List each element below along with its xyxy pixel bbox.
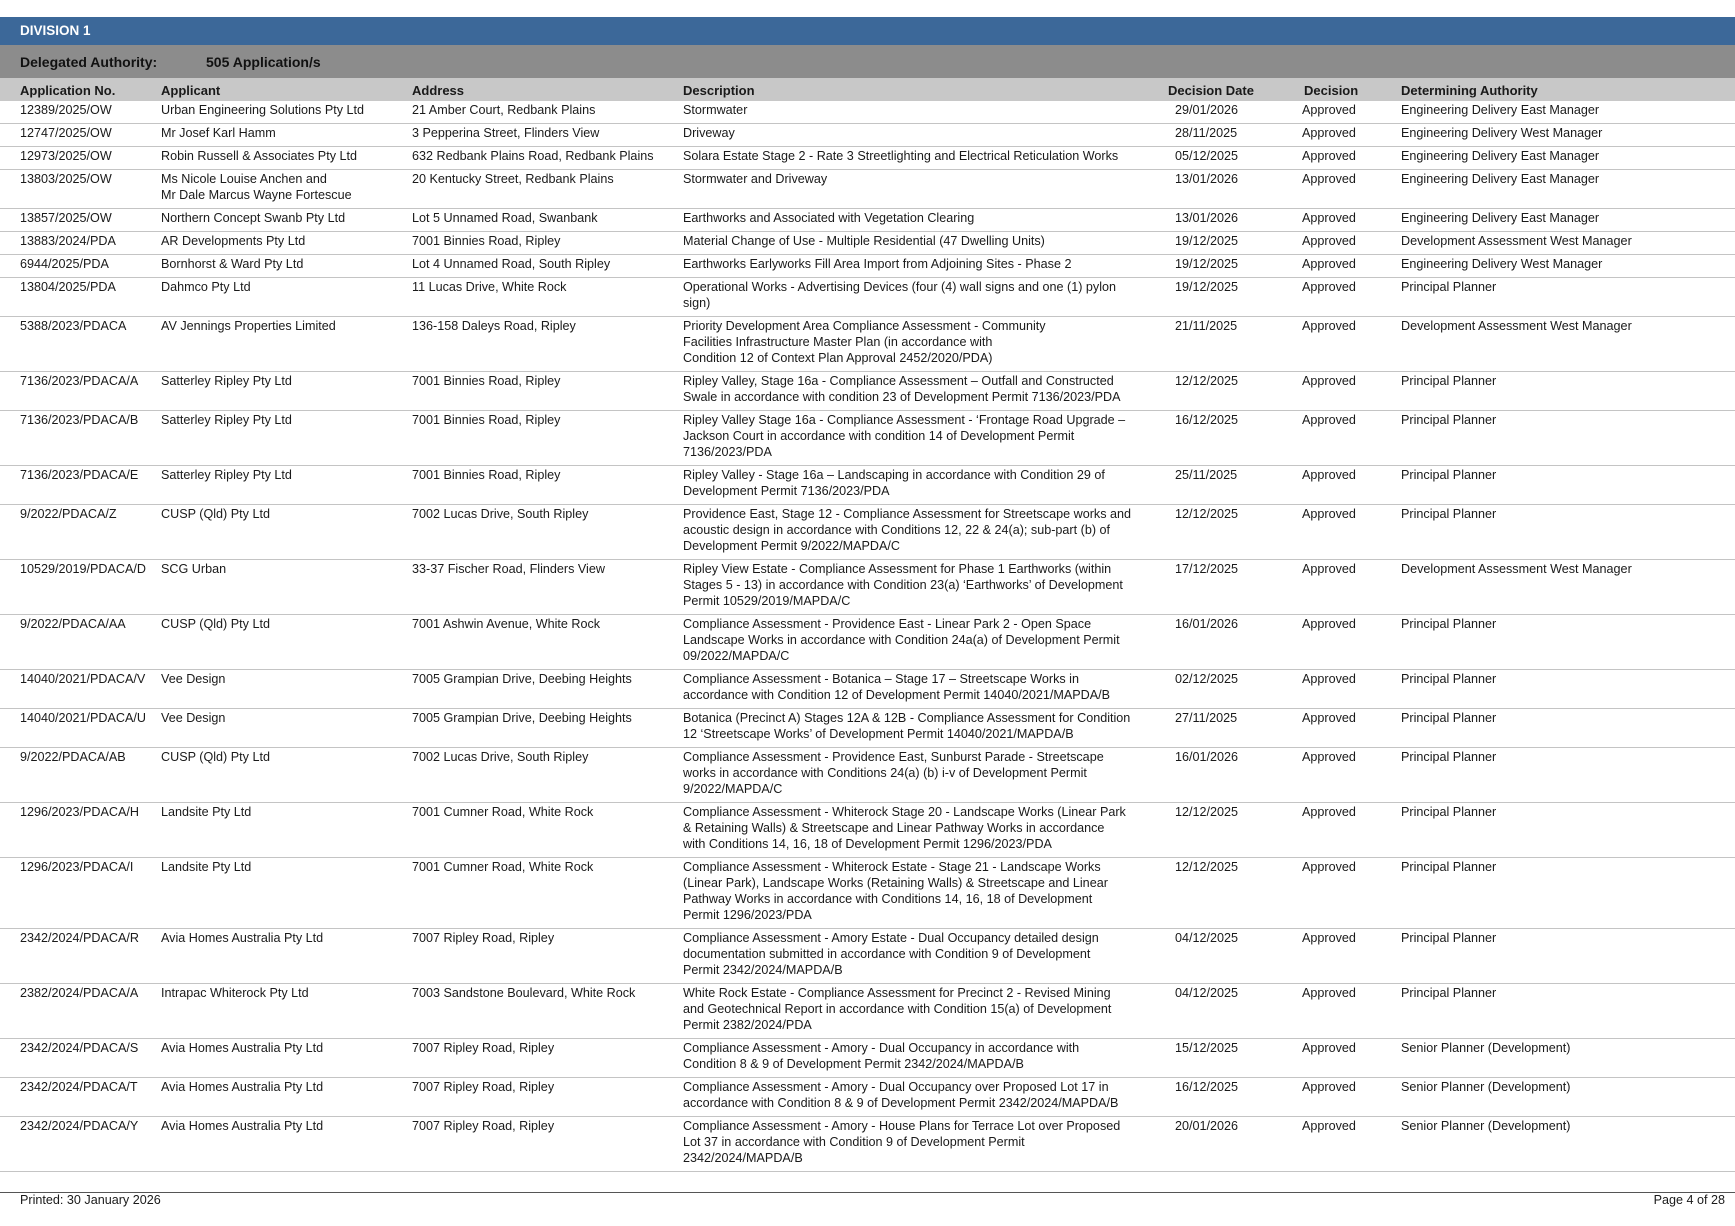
decision-date: 13/01/2026 xyxy=(1175,172,1239,186)
applicant-line: Intrapac Whiterock Pty Ltd xyxy=(161,986,309,1000)
decision-date: 02/12/2025 xyxy=(1175,672,1239,686)
description-line: Permit 2382/2024/PDA xyxy=(683,1018,812,1032)
determining-authority: Development Assessment West Manager xyxy=(1401,562,1632,576)
table-row xyxy=(0,124,1735,147)
address: Lot 4 Unnamed Road, South Ripley xyxy=(412,257,611,271)
decision-date: 19/12/2025 xyxy=(1175,234,1239,248)
determining-authority: Principal Planner xyxy=(1401,413,1497,427)
description-line: Compliance Assessment - Amory - Dual Occupancy in accordance with xyxy=(683,1041,1080,1055)
applicant-line: Mr Josef Karl Hamm xyxy=(161,126,276,140)
decision-date: 04/12/2025 xyxy=(1175,931,1239,945)
application-number: 9/2022/PDACA/AA xyxy=(20,617,126,631)
description-line: Condition 8 & 9 of Development Permit 2342/2024/MAPDA/B xyxy=(683,1057,1024,1071)
determining-authority: Principal Planner xyxy=(1401,750,1497,764)
application-number: 12747/2025/OW xyxy=(20,126,112,140)
description-line: White Rock Estate - Compliance Assessment for Precinct 2 - Revised Mining xyxy=(683,986,1111,1000)
description xyxy=(683,506,1153,554)
description-line: Stages 5 - 13) in accordance with Condition 23(a) ‘Earthworks’ of Development xyxy=(683,578,1123,592)
description-line: Ripley Valley Stage 16a - Compliance Assessment - ‘Frontage Road Upgrade – xyxy=(683,413,1126,427)
applicant-line: Satterley Ripley Pty Ltd xyxy=(161,468,292,482)
table-row xyxy=(0,278,1735,317)
applicant xyxy=(161,506,270,522)
col-description: Description xyxy=(683,83,755,98)
decision-date: 27/11/2025 xyxy=(1175,711,1238,725)
authority-bar xyxy=(0,45,1735,78)
decision: Approved xyxy=(1302,103,1356,117)
description-line: Pathway Works in accordance with Conditions 14, 16, 18 of Development xyxy=(683,892,1093,906)
applicant xyxy=(161,467,292,483)
description xyxy=(683,1079,1153,1111)
column-header-row xyxy=(0,78,1735,101)
description xyxy=(683,148,1153,164)
description-line: Stormwater xyxy=(683,103,748,117)
table-row xyxy=(0,615,1735,670)
applicant-line: Urban Engineering Solutions Pty Ltd xyxy=(161,103,365,117)
table-row xyxy=(0,255,1735,278)
description-line: Material Change of Use - Multiple Residential (47 Dwelling Units) xyxy=(683,234,1045,248)
table-row xyxy=(0,232,1735,255)
description xyxy=(683,930,1153,978)
description-line: 7136/2023/PDA xyxy=(683,445,772,459)
applicant-line: Avia Homes Australia Pty Ltd xyxy=(161,1080,324,1094)
decision: Approved xyxy=(1302,1119,1356,1133)
decision: Approved xyxy=(1302,1041,1356,1055)
application-number: 2342/2024/PDACA/Y xyxy=(20,1119,139,1133)
determining-authority: Engineering Delivery West Manager xyxy=(1401,257,1603,271)
determining-authority: Development Assessment West Manager xyxy=(1401,319,1632,333)
address: 20 Kentucky Street, Redbank Plains xyxy=(412,172,614,186)
description-line: Development Permit 7136/2023/PDA xyxy=(683,484,890,498)
description-line: accordance with Condition 12 of Development Permit 14040/2021/MAPDA/B xyxy=(683,688,1111,702)
applicant xyxy=(161,616,270,632)
description xyxy=(683,318,1153,366)
description-line: (Linear Park), Landscape Works (Retaining Walls) & Streetscape and Linear xyxy=(683,876,1108,890)
description-line: acoustic design in accordance with Conditions 12, 22 & 24(a); sub-part (b) of xyxy=(683,523,1111,537)
description-line: Priority Development Area Compliance Assessment - Community xyxy=(683,319,1046,333)
description xyxy=(683,671,1153,703)
table-row xyxy=(0,748,1735,803)
description-line: Facilities Infrastructure Master Plan (in accordance with xyxy=(683,335,993,349)
col-applicant: Applicant xyxy=(161,83,221,98)
address: 7001 Binnies Road, Ripley xyxy=(412,234,561,248)
description xyxy=(683,412,1153,460)
applicant xyxy=(161,930,323,946)
application-number: 2342/2024/PDACA/T xyxy=(20,1080,138,1094)
decision: Approved xyxy=(1302,617,1356,631)
description-line: Swale in accordance with condition 23 of Development Permit 7136/2023/PDA xyxy=(683,390,1121,404)
decision-date: 15/12/2025 xyxy=(1175,1041,1239,1055)
description xyxy=(683,256,1153,272)
table-row xyxy=(0,984,1735,1039)
applicant xyxy=(161,102,364,118)
description-line: Compliance Assessment - Whiterock Stage 20 - Landscape Works (Linear Park xyxy=(683,805,1126,819)
division-title: DIVISION 1 xyxy=(20,23,91,38)
applicant xyxy=(161,233,305,249)
table-row xyxy=(0,147,1735,170)
applicant xyxy=(161,210,345,226)
description-line: 2342/2024/MAPDA/B xyxy=(683,1151,803,1165)
applicant xyxy=(161,148,357,164)
decision: Approved xyxy=(1302,374,1356,388)
description-line: 12 ‘Streetscape Works’ of Development Permit 14040/2021/MAPDA/B xyxy=(683,727,1074,741)
description-line: Development Permit 9/2022/MAPDA/C xyxy=(683,539,900,553)
address: 7001 Binnies Road, Ripley xyxy=(412,413,561,427)
determining-authority: Principal Planner xyxy=(1401,931,1497,945)
applicant-line: Vee Design xyxy=(161,711,226,725)
decision: Approved xyxy=(1302,931,1356,945)
determining-authority: Principal Planner xyxy=(1401,672,1497,686)
decision-date: 16/12/2025 xyxy=(1175,413,1239,427)
decision: Approved xyxy=(1302,257,1356,271)
decision-date: 17/12/2025 xyxy=(1175,562,1239,576)
address: 21 Amber Court, Redbank Plains xyxy=(412,103,596,117)
description-line: Landscape Works in accordance with Condition 24a(a) of Development Permit xyxy=(683,633,1120,647)
table-row xyxy=(0,1078,1735,1117)
description-line: Compliance Assessment - Amory - House Plans for Terrace Lot over Proposed xyxy=(683,1119,1121,1133)
application-number: 6944/2025/PDA xyxy=(20,257,109,271)
application-number: 13804/2025/PDA xyxy=(20,280,116,294)
applicant-line: Avia Homes Australia Pty Ltd xyxy=(161,931,324,945)
description xyxy=(683,710,1153,742)
applicant-line: CUSP (Qld) Pty Ltd xyxy=(161,750,270,764)
decision: Approved xyxy=(1302,986,1356,1000)
decision-date: 25/11/2025 xyxy=(1175,468,1238,482)
description xyxy=(683,125,1153,141)
decision-date: 12/12/2025 xyxy=(1175,805,1239,819)
decision: Approved xyxy=(1302,126,1356,140)
application-number: 1296/2023/PDACA/H xyxy=(20,805,140,819)
description xyxy=(683,467,1153,499)
decision: Approved xyxy=(1302,1080,1356,1094)
description xyxy=(683,561,1153,609)
applicant-line: Mr Dale Marcus Wayne Fortescue xyxy=(161,188,352,202)
applicant xyxy=(161,318,336,334)
table-row xyxy=(0,670,1735,709)
address: 33-37 Fischer Road, Flinders View xyxy=(412,562,605,576)
description-line: Providence East, Stage 12 - Compliance Assessment for Streetscape works and xyxy=(683,507,1132,521)
decision: Approved xyxy=(1302,860,1356,874)
determining-authority: Engineering Delivery East Manager xyxy=(1401,103,1600,117)
applicant xyxy=(161,749,270,765)
applicant-line: Ms Nicole Louise Anchen and xyxy=(161,172,327,186)
application-number: 12389/2025/OW xyxy=(20,103,112,117)
table-row xyxy=(0,709,1735,748)
determining-authority: Principal Planner xyxy=(1401,711,1497,725)
decision-date: 20/01/2026 xyxy=(1175,1119,1239,1133)
decision: Approved xyxy=(1302,319,1356,333)
description xyxy=(683,985,1153,1033)
description-line: Ripley Valley, Stage 16a - Compliance Assessment – Outfall and Constructed xyxy=(683,374,1114,388)
table-row xyxy=(0,929,1735,984)
footer-divider xyxy=(0,1192,1735,1193)
applicant xyxy=(161,561,226,577)
determining-authority: Principal Planner xyxy=(1401,280,1497,294)
decision-date: 28/11/2025 xyxy=(1175,126,1238,140)
description-line: Permit 10529/2019/MAPDA/C xyxy=(683,594,851,608)
applicant xyxy=(161,1079,323,1095)
application-number: 7136/2023/PDACA/A xyxy=(20,374,139,388)
description-line: Operational Works - Advertising Devices (four (4) wall signs and one (1) pylon xyxy=(683,280,1117,294)
applicant-line: Avia Homes Australia Pty Ltd xyxy=(161,1041,324,1055)
application-number: 13857/2025/OW xyxy=(20,211,112,225)
determining-authority: Senior Planner (Development) xyxy=(1401,1119,1571,1133)
application-number: 1296/2023/PDACA/I xyxy=(20,860,134,874)
authority-label: Delegated Authority: xyxy=(20,54,158,70)
application-number: 5388/2023/PDACA xyxy=(20,319,127,333)
description-line: sign) xyxy=(683,296,711,310)
applicant-line: Landsite Pty Ltd xyxy=(161,805,252,819)
description xyxy=(683,804,1153,852)
decision: Approved xyxy=(1302,507,1356,521)
application-number: 14040/2021/PDACA/U xyxy=(20,711,147,725)
description-line: Compliance Assessment - Botanica – Stage 17 – Streetscape Works in xyxy=(683,672,1079,686)
table-row xyxy=(0,505,1735,560)
decision: Approved xyxy=(1302,711,1356,725)
table-row xyxy=(0,317,1735,372)
decision-date: 05/12/2025 xyxy=(1175,149,1239,163)
description xyxy=(683,171,1153,187)
description xyxy=(683,233,1153,249)
application-number: 7136/2023/PDACA/B xyxy=(20,413,139,427)
description-line: Ripley View Estate - Compliance Assessment for Phase 1 Earthworks (within xyxy=(683,562,1112,576)
decision-date: 21/11/2025 xyxy=(1175,319,1238,333)
application-number: 10529/2019/PDACA/D xyxy=(20,562,147,576)
table-row xyxy=(0,1039,1735,1078)
applicant xyxy=(161,985,309,1001)
description-line: Stormwater and Driveway xyxy=(683,172,828,186)
division-header xyxy=(0,17,1735,45)
address: 7001 Binnies Road, Ripley xyxy=(412,374,561,388)
col-decision: Decision xyxy=(1304,83,1359,98)
application-number: 2382/2024/PDACA/A xyxy=(20,986,139,1000)
decision: Approved xyxy=(1302,468,1356,482)
table-row xyxy=(0,209,1735,232)
determining-authority: Principal Planner xyxy=(1401,507,1497,521)
description-line: Solara Estate Stage 2 - Rate 3 Streetlighting and Electrical Reticulation Works xyxy=(683,149,1119,163)
determining-authority: Principal Planner xyxy=(1401,986,1497,1000)
description-line: and Geotechnical Report in accordance with Condition 15(a) of Development xyxy=(683,1002,1112,1016)
applicant-line: Vee Design xyxy=(161,672,226,686)
description-line: Permit 2342/2024/MAPDA/B xyxy=(683,963,843,977)
address: 7007 Ripley Road, Ripley xyxy=(412,1041,555,1055)
description-line: Lot 37 in accordance with Condition 9 of Development Permit xyxy=(683,1135,1025,1149)
printed-date: Printed: 30 January 2026 xyxy=(20,1193,161,1207)
decision-date: 16/01/2026 xyxy=(1175,750,1239,764)
description xyxy=(683,1040,1153,1072)
description xyxy=(683,102,1153,118)
decision-date: 12/12/2025 xyxy=(1175,374,1239,388)
applicant-line: Avia Homes Australia Pty Ltd xyxy=(161,1119,324,1133)
description xyxy=(683,373,1153,405)
description-line: 9/2022/MAPDA/C xyxy=(683,782,783,796)
description-line: documentation submitted in accordance with Condition 9 of Development xyxy=(683,947,1091,961)
application-number: 14040/2021/PDACA/V xyxy=(20,672,146,686)
address: 11 Lucas Drive, White Rock xyxy=(412,280,567,294)
page-number: Page 4 of 28 xyxy=(1653,1193,1725,1207)
applicant-line: Robin Russell & Associates Pty Ltd xyxy=(161,149,357,163)
applicant-line: CUSP (Qld) Pty Ltd xyxy=(161,617,270,631)
applicant-line: SCG Urban xyxy=(161,562,227,576)
table-row xyxy=(0,101,1735,124)
decision: Approved xyxy=(1302,234,1356,248)
determining-authority: Engineering Delivery West Manager xyxy=(1401,126,1603,140)
address: 7007 Ripley Road, Ripley xyxy=(412,1080,555,1094)
description-line: Compliance Assessment - Whiterock Estate - Stage 21 - Landscape Works xyxy=(683,860,1101,874)
decision-date: 16/12/2025 xyxy=(1175,1080,1239,1094)
decision: Approved xyxy=(1302,562,1356,576)
application-number: 12973/2025/OW xyxy=(20,149,112,163)
decision: Approved xyxy=(1302,413,1356,427)
decision-date: 12/12/2025 xyxy=(1175,860,1239,874)
description-line: with Conditions 14, 16, 18 of Development Permit 1296/2023/PDA xyxy=(683,837,1052,851)
description-line: Permit 1296/2023/PDA xyxy=(683,908,812,922)
determining-authority: Senior Planner (Development) xyxy=(1401,1041,1571,1055)
application-number: 2342/2024/PDACA/R xyxy=(20,931,140,945)
address: 7007 Ripley Road, Ripley xyxy=(412,931,555,945)
col-address: Address xyxy=(412,83,465,98)
description-line: Compliance Assessment - Providence East, Sunburst Parade - Streetscape xyxy=(683,750,1104,764)
description-line: works in accordance with Conditions 24(a) (b) i-v of Development Permit xyxy=(683,766,1087,780)
applicant-line: Bornhorst & Ward Pty Ltd xyxy=(161,257,304,271)
address: 7001 Cumner Road, White Rock xyxy=(412,805,594,819)
description-line: & Retaining Walls) & Streetscape and Linear Pathway Works in accordance xyxy=(683,821,1105,835)
col-decision-date: Decision Date xyxy=(1168,83,1254,98)
determining-authority: Development Assessment West Manager xyxy=(1401,234,1632,248)
col-determining-authority: Determining Authority xyxy=(1401,83,1538,98)
application-number: 13803/2025/OW xyxy=(20,172,112,186)
applicant xyxy=(161,671,225,687)
description xyxy=(683,749,1153,797)
description-line: Driveway xyxy=(683,126,735,140)
applicant-line: AV Jennings Properties Limited xyxy=(161,319,336,333)
description xyxy=(683,1118,1153,1166)
address: 7002 Lucas Drive, South Ripley xyxy=(412,750,589,764)
applicant xyxy=(161,710,225,726)
determining-authority: Senior Planner (Development) xyxy=(1401,1080,1571,1094)
description-line: Jackson Court in accordance with condition 14 of Development Permit xyxy=(683,429,1075,443)
address: 7005 Grampian Drive, Deebing Heights xyxy=(412,672,632,686)
address: 7003 Sandstone Boulevard, White Rock xyxy=(412,986,636,1000)
determining-authority: Engineering Delivery East Manager xyxy=(1401,211,1600,225)
col-app-no: Application No. xyxy=(20,83,116,98)
description-line: 09/2022/MAPDA/C xyxy=(683,649,790,663)
address: 7001 Binnies Road, Ripley xyxy=(412,468,561,482)
address: 7005 Grampian Drive, Deebing Heights xyxy=(412,711,632,725)
description xyxy=(683,859,1153,923)
decision-date: 12/12/2025 xyxy=(1175,507,1239,521)
applicant xyxy=(161,804,251,820)
application-count: 505 Application/s xyxy=(206,54,321,70)
applicant-line: AR Developments Pty Ltd xyxy=(161,234,306,248)
determining-authority: Principal Planner xyxy=(1401,805,1497,819)
application-number: 7136/2023/PDACA/E xyxy=(20,468,139,482)
address: 7007 Ripley Road, Ripley xyxy=(412,1119,555,1133)
determining-authority: Principal Planner xyxy=(1401,468,1497,482)
description-line: Botanica (Precinct A) Stages 12A & 12B - Compliance Assessment for Condition xyxy=(683,711,1131,725)
table-row xyxy=(0,411,1735,466)
table-row xyxy=(0,466,1735,505)
applications-table xyxy=(0,101,1735,1172)
address: Lot 5 Unnamed Road, Swanbank xyxy=(412,211,598,225)
description xyxy=(683,210,1153,226)
table-row xyxy=(0,1117,1735,1172)
description-line: Compliance Assessment - Providence East - Linear Park 2 - Open Space xyxy=(683,617,1092,631)
applicant-line: CUSP (Qld) Pty Ltd xyxy=(161,507,270,521)
address: 7001 Cumner Road, White Rock xyxy=(412,860,594,874)
determining-authority: Principal Planner xyxy=(1401,374,1497,388)
applicant-line: Satterley Ripley Pty Ltd xyxy=(161,413,292,427)
address: 3 Pepperina Street, Flinders View xyxy=(412,126,600,140)
applicant xyxy=(161,1118,323,1134)
decision: Approved xyxy=(1302,750,1356,764)
table-row xyxy=(0,170,1735,209)
decision: Approved xyxy=(1302,805,1356,819)
applicant xyxy=(161,125,276,141)
description-line: accordance with Condition 8 & 9 of Development Permit 2342/2024/MAPDA/B xyxy=(683,1096,1119,1110)
description-line: Compliance Assessment - Amory - Dual Occupancy over Proposed Lot 17 in xyxy=(683,1080,1109,1094)
applicant xyxy=(161,373,292,389)
determining-authority: Principal Planner xyxy=(1401,860,1497,874)
decision-date: 16/01/2026 xyxy=(1175,617,1239,631)
description xyxy=(683,279,1153,311)
decision-date: 19/12/2025 xyxy=(1175,257,1239,271)
decision-date: 13/01/2026 xyxy=(1175,211,1239,225)
applicant xyxy=(161,171,352,203)
determining-authority: Engineering Delivery East Manager xyxy=(1401,172,1600,186)
applicant-line: Landsite Pty Ltd xyxy=(161,860,252,874)
table-row xyxy=(0,858,1735,929)
decision-date: 19/12/2025 xyxy=(1175,280,1239,294)
address: 136-158 Daleys Road, Ripley xyxy=(412,319,576,333)
decision: Approved xyxy=(1302,211,1356,225)
decision: Approved xyxy=(1302,172,1356,186)
description-line: Compliance Assessment - Amory Estate - Dual Occupancy detailed design xyxy=(683,931,1099,945)
description-line: Earthworks Earlyworks Fill Area Import from Adjoining Sites - Phase 2 xyxy=(683,257,1072,271)
decision: Approved xyxy=(1302,672,1356,686)
determining-authority: Principal Planner xyxy=(1401,617,1497,631)
applicant xyxy=(161,859,251,875)
description-line: Ripley Valley - Stage 16a – Landscaping in accordance with Condition 29 of xyxy=(683,468,1105,482)
applicant xyxy=(161,1040,323,1056)
applicant xyxy=(161,412,292,428)
decision-date: 29/01/2026 xyxy=(1175,103,1239,117)
address: 7001 Ashwin Avenue, White Rock xyxy=(412,617,601,631)
address: 632 Redbank Plains Road, Redbank Plains xyxy=(412,149,654,163)
decision-date: 04/12/2025 xyxy=(1175,986,1239,1000)
application-number: 9/2022/PDACA/Z xyxy=(20,507,117,521)
table-row xyxy=(0,560,1735,615)
table-row xyxy=(0,803,1735,858)
applicant-line: Satterley Ripley Pty Ltd xyxy=(161,374,292,388)
description-line: Earthworks and Associated with Vegetation Clearing xyxy=(683,211,975,225)
applicant xyxy=(161,256,303,272)
application-number: 9/2022/PDACA/AB xyxy=(20,750,126,764)
application-number: 13883/2024/PDA xyxy=(20,234,116,248)
applicant-line: Dahmco Pty Ltd xyxy=(161,280,251,294)
decision: Approved xyxy=(1302,149,1356,163)
application-number: 2342/2024/PDACA/S xyxy=(20,1041,139,1055)
applicant-line: Northern Concept Swanb Pty Ltd xyxy=(161,211,346,225)
table-row xyxy=(0,372,1735,411)
address: 7002 Lucas Drive, South Ripley xyxy=(412,507,589,521)
applicant xyxy=(161,279,251,295)
determining-authority: Engineering Delivery East Manager xyxy=(1401,149,1600,163)
description-line: Condition 12 of Context Plan Approval 2452/2020/PDA) xyxy=(683,351,993,365)
decision: Approved xyxy=(1302,280,1356,294)
description xyxy=(683,616,1153,664)
